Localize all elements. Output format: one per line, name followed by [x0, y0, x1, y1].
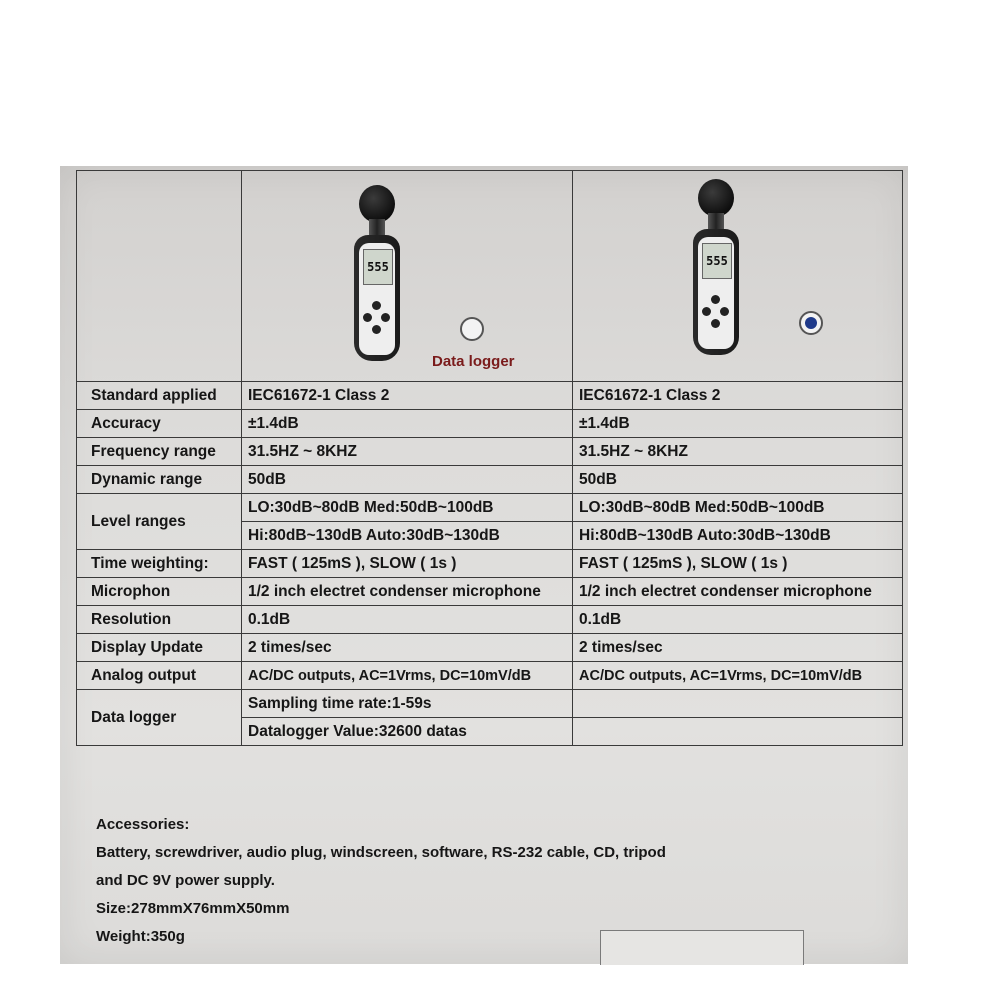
spec-value-a: 31.5HZ ~ 8KHZ — [242, 438, 573, 466]
spec-label: Display Update — [77, 634, 242, 662]
spec-sheet-board — [60, 166, 908, 964]
spec-label: Dynamic range — [77, 466, 242, 494]
accessories-line: Battery, screwdriver, audio plug, windscreen, software, RS-232 cable, CD, tripod — [96, 844, 666, 861]
spec-row-logger — [77, 690, 903, 718]
spec-value-a: FAST ( 125mS ), SLOW ( 1s ) — [242, 550, 573, 578]
accessories-heading: Accessories: — [96, 816, 190, 833]
product-column-a — [242, 171, 573, 382]
spec-value-b: 0.1dB — [573, 606, 903, 634]
spec-value-b: 1/2 inch electret condenser microphone — [573, 578, 903, 606]
spec-label: Resolution — [77, 606, 242, 634]
spec-label: Accuracy — [77, 410, 242, 438]
spec-value-a: Datalogger Value:32600 datas — [242, 718, 573, 746]
spec-value-b — [573, 690, 903, 718]
spec-value-b: 31.5HZ ~ 8KHZ — [573, 438, 903, 466]
spec-value-a: IEC61672-1 Class 2 — [242, 382, 573, 410]
spec-value-a: 1/2 inch electret condenser microphone — [242, 578, 573, 606]
accessories-line: and DC 9V power supply. — [96, 872, 275, 889]
spec-label: Data logger — [77, 690, 242, 746]
spec-label: Analog output — [77, 662, 242, 690]
spec-value-b: Hi:80dB~130dB Auto:30dB~130dB — [573, 522, 903, 550]
spec-value-a: ±1.4dB — [242, 410, 573, 438]
spec-row-microphone — [77, 578, 903, 606]
spec-value-b: LO:30dB~80dB Med:50dB~100dB — [573, 494, 903, 522]
spec-value-a: 0.1dB — [242, 606, 573, 634]
model-a-radio[interactable] — [460, 317, 484, 341]
label-sticker — [600, 930, 804, 965]
spec-label: Level ranges — [77, 494, 242, 550]
spec-value-b: 50dB — [573, 466, 903, 494]
meter-lcd: 555 — [702, 243, 732, 279]
meter-lcd: 555 — [363, 249, 393, 285]
spec-value-b: AC/DC outputs, AC=1Vrms, DC=10mV/dB — [573, 662, 903, 690]
spec-value-b: 2 times/sec — [573, 634, 903, 662]
spec-label: Microphon — [77, 578, 242, 606]
spec-value-b: FAST ( 125mS ), SLOW ( 1s ) — [573, 550, 903, 578]
spec-value-b: ±1.4dB — [573, 410, 903, 438]
spec-row-analog — [77, 662, 903, 690]
spec-value-a: Hi:80dB~130dB Auto:30dB~130dB — [242, 522, 573, 550]
product-column-b — [573, 171, 903, 382]
spec-row-frequency — [77, 438, 903, 466]
spec-value-a: 50dB — [242, 466, 573, 494]
spec-row-dynamic — [77, 466, 903, 494]
spec-row-accuracy — [77, 410, 903, 438]
data-logger-caption: Data logger — [432, 353, 515, 370]
spec-row-level — [77, 494, 903, 522]
spec-label: Frequency range — [77, 438, 242, 466]
product-image-row — [77, 171, 903, 382]
spec-value-a: LO:30dB~80dB Med:50dB~100dB — [242, 494, 573, 522]
spec-table — [76, 170, 903, 746]
spec-row-standard — [77, 382, 903, 410]
spec-value-b — [573, 718, 903, 746]
spec-row-display — [77, 634, 903, 662]
weight-text: Weight:350g — [96, 928, 185, 945]
empty-header-cell — [77, 171, 242, 382]
spec-row-resolution — [77, 606, 903, 634]
spec-value-a: Sampling time rate:1-59s — [242, 690, 573, 718]
spec-value-a: 2 times/sec — [242, 634, 573, 662]
model-b-radio[interactable] — [799, 311, 823, 335]
size-text: Size:278mmX76mmX50mm — [96, 900, 290, 917]
spec-label: Standard applied — [77, 382, 242, 410]
spec-value-b: IEC61672-1 Class 2 — [573, 382, 903, 410]
spec-value-a: AC/DC outputs, AC=1Vrms, DC=10mV/dB — [242, 662, 573, 690]
spec-row-weighting — [77, 550, 903, 578]
spec-label: Time weighting: — [77, 550, 242, 578]
